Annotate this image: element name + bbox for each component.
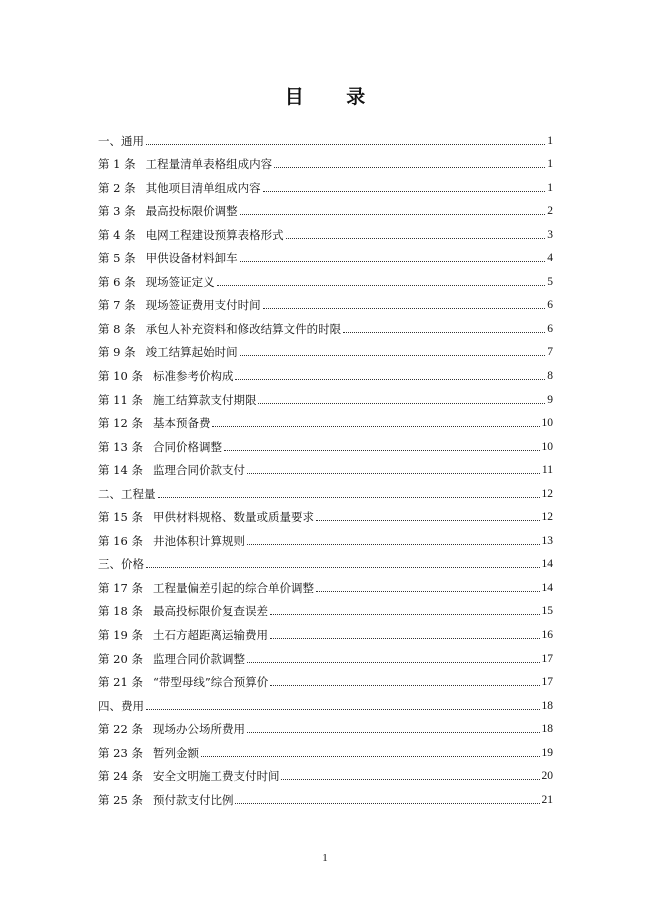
toc-entry-row[interactable]: [98, 289, 553, 313]
toc-entry-label: 施工结算款支付期限: [152, 392, 257, 407]
toc-entry-label: 工程量偏差引起的综合单价调整: [152, 580, 314, 595]
toc-section-row[interactable]: [98, 124, 553, 148]
toc-entry-page: 15: [541, 605, 553, 618]
toc-entry-row[interactable]: [98, 618, 553, 642]
toc-entry-label: 土石方超距离运输费用: [152, 628, 268, 643]
dot-leader: [263, 191, 546, 192]
toc-entry-label: 标准参考价构成: [152, 369, 234, 384]
toc-entry-number: 第 16 条: [98, 533, 143, 548]
toc-entry-row[interactable]: [98, 265, 553, 289]
toc-entry-number: 第 17 条: [98, 580, 143, 595]
toc-entry-label: 现场办公场所费用: [152, 722, 245, 737]
toc-entry-number: 第 9 条: [98, 345, 136, 360]
dot-leader: [247, 544, 540, 545]
toc-entry-row[interactable]: [98, 713, 553, 737]
toc-entry-label: 承包人补充资料和修改结算文件的时限: [145, 321, 342, 336]
dot-leader: [224, 450, 540, 451]
toc-entry-label: 四、费用: [98, 698, 144, 713]
toc-entry-label: 安全文明施工费支付时间: [152, 769, 280, 784]
page-number: 1: [322, 852, 328, 864]
toc-entry-page: 5: [547, 275, 553, 288]
toc-entry-row[interactable]: [98, 501, 553, 525]
dot-leader: [274, 167, 545, 168]
toc-entry-number: 第 19 条: [98, 628, 143, 643]
toc-entry-row[interactable]: [98, 359, 553, 383]
dot-leader: [270, 685, 539, 686]
toc-entry-label: 监理合同价款支付: [152, 463, 245, 478]
toc-entry-page: 1: [547, 134, 553, 147]
toc-entry-label: 井池体积计算规则: [152, 533, 245, 548]
toc-entry-page: 10: [541, 440, 553, 453]
toc-entry-number: 第 6 条: [98, 274, 136, 289]
page-title: 目 录: [284, 86, 384, 108]
toc-section-row[interactable]: [98, 689, 553, 713]
toc-entry-page: 17: [541, 652, 553, 665]
toc-entry-label: 二、工程量: [98, 486, 156, 501]
dot-leader: [235, 379, 545, 380]
toc-entry-label: 其他项目清单组成内容: [145, 180, 261, 195]
toc-entry-label: 甲供材料规格、数量或质量要求: [152, 510, 314, 525]
toc-entry-page: 9: [547, 393, 553, 406]
toc-entry-page: 13: [541, 534, 553, 547]
dot-leader: [316, 520, 540, 521]
toc-entry-label: 电网工程建设预算表格形式: [145, 227, 284, 242]
dot-leader: [258, 403, 545, 404]
toc-entry-number: 第 12 条: [98, 416, 143, 431]
toc-entry-row[interactable]: [98, 195, 553, 219]
toc-entry-label: 预付款支付比例: [152, 792, 234, 807]
toc-entry-page: 19: [541, 746, 553, 759]
toc-entry-number: 第 23 条: [98, 745, 143, 760]
toc-entry-page: 17: [541, 676, 553, 689]
toc-entry-page: 6: [547, 322, 553, 335]
toc-entry-row[interactable]: [98, 407, 553, 431]
dot-leader: [240, 355, 546, 356]
toc-entry-label: 合同价格调整: [152, 439, 222, 454]
toc-entry-number: 第 13 条: [98, 439, 143, 454]
toc-entry-page: 18: [541, 723, 553, 736]
toc-entry-page: 12: [541, 487, 553, 500]
toc-entry-label: 基本预备费: [152, 416, 211, 431]
dot-leader: [240, 214, 546, 215]
toc-entry-number: 第 20 条: [98, 651, 143, 666]
dot-leader: [146, 567, 540, 568]
toc-entry-number: 第 3 条: [98, 204, 136, 219]
dot-leader: [240, 261, 546, 262]
dot-leader: [286, 238, 546, 239]
toc-entry-number: 第 2 条: [98, 180, 136, 195]
toc-entry-row[interactable]: [98, 760, 553, 784]
toc-entry-label: 甲供设备材料卸车: [145, 251, 238, 266]
toc-entry-row[interactable]: [98, 312, 553, 336]
toc-entry-page: 3: [547, 228, 553, 241]
toc-entry-number: 第 22 条: [98, 722, 143, 737]
dot-leader: [217, 285, 546, 286]
toc-entry-row[interactable]: [98, 736, 553, 760]
toc-entry-number: 第 15 条: [98, 510, 143, 525]
toc-entry-page: 16: [541, 629, 553, 642]
toc-entry-number: 第 10 条: [98, 369, 143, 384]
toc-entry-row[interactable]: [98, 218, 553, 242]
dot-leader: [201, 756, 540, 757]
toc-entry-page: 8: [547, 370, 553, 383]
dot-leader: [146, 709, 540, 710]
toc-entry-number: 第 8 条: [98, 321, 136, 336]
toc-entry-label: 工程量清单表格组成内容: [145, 157, 273, 172]
toc-entry-number: 第 14 条: [98, 463, 143, 478]
toc-entry-label: 监理合同价款调整: [152, 651, 245, 666]
toc-section-row[interactable]: [98, 548, 553, 572]
toc-entry-label: 最高投标限价复查误差: [152, 604, 268, 619]
toc-entry-label: 现场签证定义: [145, 274, 215, 289]
toc-entry-page: 4: [547, 252, 553, 265]
toc-entry-label: 竣工结算起始时间: [145, 345, 238, 360]
toc-entry-row[interactable]: [98, 171, 553, 195]
toc-entry-label: “带型母线”综合预算价: [152, 675, 269, 690]
toc-entry-number: 第 18 条: [98, 604, 143, 619]
toc-entry-label: 最高投标限价调整: [145, 204, 238, 219]
toc-entry-page: 1: [547, 158, 553, 171]
toc-entry-row[interactable]: [98, 336, 553, 360]
toc-entry-page: 7: [547, 346, 553, 359]
toc-entry-row[interactable]: [98, 454, 553, 478]
toc-entry-number: 第 5 条: [98, 251, 136, 266]
table-of-contents: [98, 124, 553, 807]
dot-leader: [343, 332, 545, 333]
toc-entry-row[interactable]: [98, 783, 553, 807]
toc-entry-page: 14: [541, 581, 553, 594]
toc-entry-page: 18: [541, 699, 553, 712]
toc-entry-page: 21: [541, 793, 553, 806]
toc-entry-label: 暂列金额: [152, 745, 199, 760]
toc-entry-page: 1: [547, 181, 553, 194]
toc-entry-page: 14: [541, 558, 553, 571]
dot-leader: [212, 426, 539, 427]
toc-entry-row[interactable]: [98, 383, 553, 407]
toc-entry-number: 第 7 条: [98, 298, 136, 313]
toc-entry-number: 第 4 条: [98, 227, 136, 242]
dot-leader: [235, 803, 539, 804]
toc-entry-row[interactable]: [98, 430, 553, 454]
dot-leader: [247, 473, 540, 474]
toc-entry-row[interactable]: [98, 242, 553, 266]
toc-entry-page: 20: [541, 770, 553, 783]
toc-entry-page: 12: [541, 511, 553, 524]
toc-entry-page: 2: [547, 205, 553, 218]
dot-leader: [270, 614, 540, 615]
toc-entry-number: 第 21 条: [98, 675, 143, 690]
dot-leader: [263, 308, 546, 309]
toc-entry-number: 第 11 条: [98, 392, 143, 407]
toc-entry-row[interactable]: [98, 524, 553, 548]
toc-entry-number: 第 1 条: [98, 157, 136, 172]
toc-entry-page: 11: [541, 464, 553, 477]
toc-entry-row[interactable]: [98, 148, 553, 172]
toc-entry-label: 三、价格: [98, 557, 144, 572]
dot-leader: [247, 662, 540, 663]
toc-entry-row[interactable]: [98, 595, 553, 619]
toc-entry-page: 6: [547, 299, 553, 312]
toc-entry-number: 第 25 条: [98, 792, 143, 807]
dot-leader: [146, 144, 545, 145]
toc-entry-row[interactable]: [98, 571, 553, 595]
toc-entry-number: 第 24 条: [98, 769, 143, 784]
toc-entry-row[interactable]: [98, 642, 553, 666]
toc-entry-label: 一、通用: [98, 133, 144, 148]
dot-leader: [158, 497, 540, 498]
dot-leader: [281, 779, 539, 780]
dot-leader: [270, 638, 540, 639]
toc-entry-page: 10: [541, 417, 553, 430]
dot-leader: [247, 732, 540, 733]
dot-leader: [316, 591, 540, 592]
toc-entry-row[interactable]: [98, 666, 553, 690]
toc-entry-label: 现场签证费用支付时间: [145, 298, 261, 313]
toc-section-row[interactable]: [98, 477, 553, 501]
